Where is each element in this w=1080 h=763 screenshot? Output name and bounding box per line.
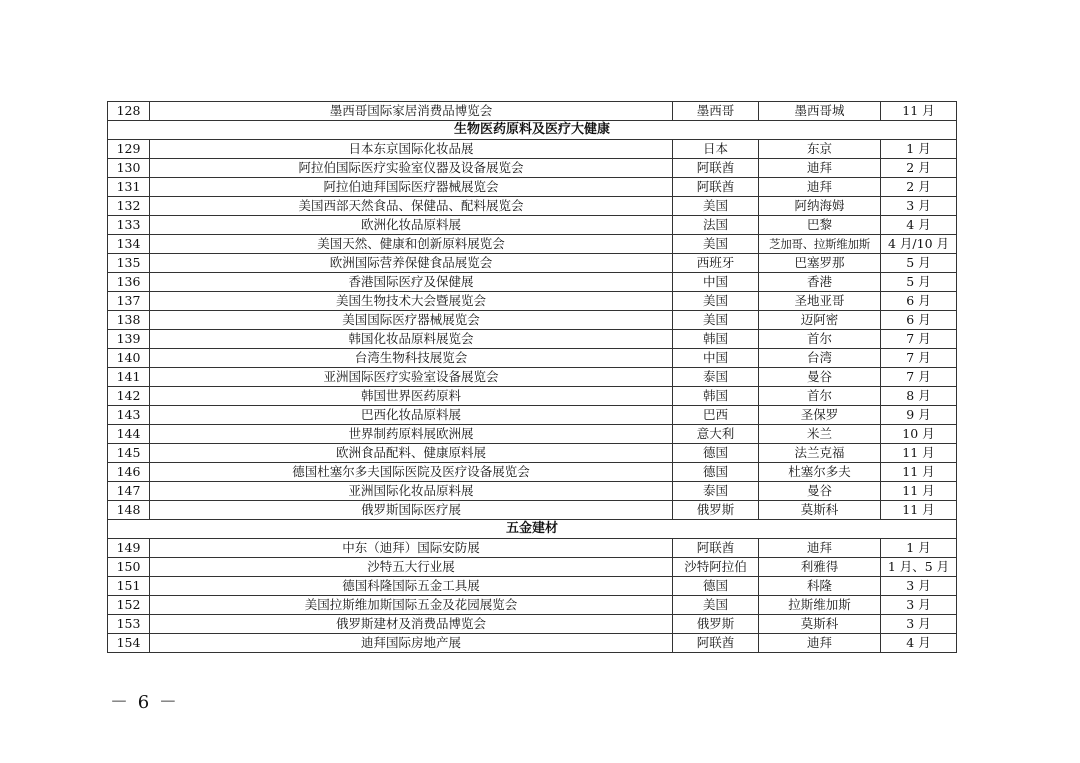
month-cell: 4 月 [881, 216, 957, 235]
row-number-cell: 149 [108, 539, 150, 558]
country-cell: 阿联酋 [673, 159, 759, 178]
city-cell: 迪拜 [759, 539, 881, 558]
city-cell: 东京 [759, 140, 881, 159]
month-cell: 8 月 [881, 387, 957, 406]
month-cell: 9 月 [881, 406, 957, 425]
row-number-cell: 137 [108, 292, 150, 311]
country-cell: 中国 [673, 273, 759, 292]
city-cell: 巴塞罗那 [759, 254, 881, 273]
city-cell: 拉斯维加斯 [759, 596, 881, 615]
table-row [108, 463, 957, 482]
exhibition-name-cell: 巴西化妆品原料展 [150, 406, 673, 425]
month-cell: 7 月 [881, 330, 957, 349]
city-cell: 利雅得 [759, 558, 881, 577]
row-number-cell: 136 [108, 273, 150, 292]
row-number-cell: 128 [108, 102, 150, 121]
exhibition-name-cell: 日本东京国际化妆品展 [150, 140, 673, 159]
exhibition-name-cell: 墨西哥国际家居消费品博览会 [150, 102, 673, 121]
month-cell: 6 月 [881, 292, 957, 311]
month-cell: 11 月 [881, 463, 957, 482]
row-number-cell: 142 [108, 387, 150, 406]
page-number: － 6 － [110, 692, 179, 713]
exhibition-table-body [108, 102, 957, 653]
city-cell: 台湾 [759, 349, 881, 368]
row-number-cell: 139 [108, 330, 150, 349]
exhibition-name-cell: 沙特五大行业展 [150, 558, 673, 577]
row-number-cell: 131 [108, 178, 150, 197]
city-cell: 曼谷 [759, 482, 881, 501]
country-cell: 阿联酋 [673, 634, 759, 653]
table-row [108, 216, 957, 235]
section-title: 五金建材 [108, 520, 957, 539]
city-cell: 莫斯科 [759, 501, 881, 520]
country-cell: 俄罗斯 [673, 615, 759, 634]
city-cell: 迈阿密 [759, 311, 881, 330]
row-number-cell: 143 [108, 406, 150, 425]
exhibition-name-cell: 中东（迪拜）国际安防展 [150, 539, 673, 558]
city-cell: 阿纳海姆 [759, 197, 881, 216]
exhibition-table [107, 101, 957, 653]
exhibition-name-cell: 阿拉伯迪拜国际医疗器械展览会 [150, 178, 673, 197]
row-number-cell: 146 [108, 463, 150, 482]
row-number-cell: 150 [108, 558, 150, 577]
city-cell: 法兰克福 [759, 444, 881, 463]
city-cell: 杜塞尔多夫 [759, 463, 881, 482]
month-cell: 4 月/10 月 [881, 235, 957, 254]
table-row [108, 330, 957, 349]
table-row [108, 425, 957, 444]
country-cell: 德国 [673, 577, 759, 596]
table-row [108, 387, 957, 406]
row-number-cell: 148 [108, 501, 150, 520]
country-cell: 美国 [673, 235, 759, 254]
exhibition-name-cell: 欧洲化妆品原料展 [150, 216, 673, 235]
row-number-cell: 145 [108, 444, 150, 463]
city-cell: 米兰 [759, 425, 881, 444]
month-cell: 11 月 [881, 482, 957, 501]
country-cell: 意大利 [673, 425, 759, 444]
city-cell: 莫斯科 [759, 615, 881, 634]
row-number-cell: 129 [108, 140, 150, 159]
month-cell: 11 月 [881, 444, 957, 463]
row-number-cell: 135 [108, 254, 150, 273]
exhibition-name-cell: 迪拜国际房地产展 [150, 634, 673, 653]
table-row [108, 596, 957, 615]
row-number-cell: 141 [108, 368, 150, 387]
month-cell: 6 月 [881, 311, 957, 330]
table-row [108, 539, 957, 558]
country-cell: 西班牙 [673, 254, 759, 273]
exhibition-name-cell: 俄罗斯建材及消费品博览会 [150, 615, 673, 634]
row-number-cell: 133 [108, 216, 150, 235]
row-number-cell: 138 [108, 311, 150, 330]
country-cell: 日本 [673, 140, 759, 159]
country-cell: 泰国 [673, 368, 759, 387]
table-row [108, 178, 957, 197]
table-row [108, 273, 957, 292]
table-row [108, 482, 957, 501]
table-row [108, 235, 957, 254]
exhibition-name-cell: 美国生物技术大会暨展览会 [150, 292, 673, 311]
country-cell: 德国 [673, 463, 759, 482]
exhibition-name-cell: 俄罗斯国际医疗展 [150, 501, 673, 520]
city-cell: 迪拜 [759, 634, 881, 653]
exhibition-name-cell: 亚洲国际化妆品原料展 [150, 482, 673, 501]
table-row [108, 102, 957, 121]
exhibition-name-cell: 韩国化妆品原料展览会 [150, 330, 673, 349]
city-cell: 墨西哥城 [759, 102, 881, 121]
exhibition-name-cell: 美国天然、健康和创新原料展览会 [150, 235, 673, 254]
exhibition-name-cell: 阿拉伯国际医疗实验室仪器及设备展览会 [150, 159, 673, 178]
country-cell: 阿联酋 [673, 178, 759, 197]
table-row [108, 292, 957, 311]
table-row [108, 615, 957, 634]
city-cell: 巴黎 [759, 216, 881, 235]
exhibition-name-cell: 世界制药原料展欧洲展 [150, 425, 673, 444]
row-number-cell: 147 [108, 482, 150, 501]
city-cell: 迪拜 [759, 178, 881, 197]
city-cell: 圣地亚哥 [759, 292, 881, 311]
month-cell: 4 月 [881, 634, 957, 653]
table-row [108, 501, 957, 520]
city-cell: 首尔 [759, 387, 881, 406]
row-number-cell: 130 [108, 159, 150, 178]
exhibition-name-cell: 欧洲国际营养保健食品展览会 [150, 254, 673, 273]
country-cell: 美国 [673, 292, 759, 311]
table-row [108, 368, 957, 387]
city-cell: 香港 [759, 273, 881, 292]
row-number-cell: 152 [108, 596, 150, 615]
city-cell: 首尔 [759, 330, 881, 349]
country-cell: 美国 [673, 197, 759, 216]
country-cell: 巴西 [673, 406, 759, 425]
row-number-cell: 134 [108, 235, 150, 254]
exhibition-name-cell: 台湾生物科技展览会 [150, 349, 673, 368]
exhibition-name-cell: 德国科隆国际五金工具展 [150, 577, 673, 596]
exhibition-name-cell: 亚洲国际医疗实验室设备展览会 [150, 368, 673, 387]
row-number-cell: 154 [108, 634, 150, 653]
row-number-cell: 132 [108, 197, 150, 216]
country-cell: 沙特阿拉伯 [673, 558, 759, 577]
city-cell: 迪拜 [759, 159, 881, 178]
city-cell: 曼谷 [759, 368, 881, 387]
month-cell: 3 月 [881, 596, 957, 615]
section-header-row [108, 520, 957, 539]
month-cell: 7 月 [881, 368, 957, 387]
table-row [108, 311, 957, 330]
table-row [108, 634, 957, 653]
exhibition-name-cell: 欧洲食品配料、健康原料展 [150, 444, 673, 463]
city-cell: 圣保罗 [759, 406, 881, 425]
month-cell: 10 月 [881, 425, 957, 444]
exhibition-name-cell: 香港国际医疗及保健展 [150, 273, 673, 292]
table-row [108, 349, 957, 368]
row-number-cell: 151 [108, 577, 150, 596]
country-cell: 韩国 [673, 330, 759, 349]
row-number-cell: 140 [108, 349, 150, 368]
country-cell: 美国 [673, 311, 759, 330]
month-cell: 3 月 [881, 615, 957, 634]
exhibition-name-cell: 美国拉斯维加斯国际五金及花园展览会 [150, 596, 673, 615]
month-cell: 7 月 [881, 349, 957, 368]
country-cell: 德国 [673, 444, 759, 463]
row-number-cell: 144 [108, 425, 150, 444]
month-cell: 11 月 [881, 501, 957, 520]
section-title: 生物医药原料及医疗大健康 [108, 121, 957, 140]
table-row [108, 254, 957, 273]
table-row [108, 577, 957, 596]
month-cell: 2 月 [881, 159, 957, 178]
exhibition-name-cell: 韩国世界医药原料 [150, 387, 673, 406]
country-cell: 俄罗斯 [673, 501, 759, 520]
exhibition-name-cell: 德国杜塞尔多夫国际医院及医疗设备展览会 [150, 463, 673, 482]
country-cell: 中国 [673, 349, 759, 368]
month-cell: 1 月 [881, 539, 957, 558]
month-cell: 5 月 [881, 273, 957, 292]
month-cell: 5 月 [881, 254, 957, 273]
country-cell: 墨西哥 [673, 102, 759, 121]
table-row [108, 444, 957, 463]
month-cell: 1 月、5 月 [881, 558, 957, 577]
table-row [108, 140, 957, 159]
month-cell: 11 月 [881, 102, 957, 121]
exhibition-name-cell: 美国西部天然食品、保健品、配料展览会 [150, 197, 673, 216]
section-header-row [108, 121, 957, 140]
row-number-cell: 153 [108, 615, 150, 634]
city-cell: 科隆 [759, 577, 881, 596]
table-row [108, 197, 957, 216]
country-cell: 韩国 [673, 387, 759, 406]
month-cell: 3 月 [881, 197, 957, 216]
country-cell: 泰国 [673, 482, 759, 501]
country-cell: 美国 [673, 596, 759, 615]
table-row [108, 159, 957, 178]
table-row [108, 558, 957, 577]
exhibition-name-cell: 美国国际医疗器械展览会 [150, 311, 673, 330]
month-cell: 3 月 [881, 577, 957, 596]
month-cell: 2 月 [881, 178, 957, 197]
month-cell: 1 月 [881, 140, 957, 159]
city-cell: 芝加哥、拉斯维加斯 [759, 235, 881, 254]
table-row [108, 406, 957, 425]
country-cell: 法国 [673, 216, 759, 235]
country-cell: 阿联酋 [673, 539, 759, 558]
